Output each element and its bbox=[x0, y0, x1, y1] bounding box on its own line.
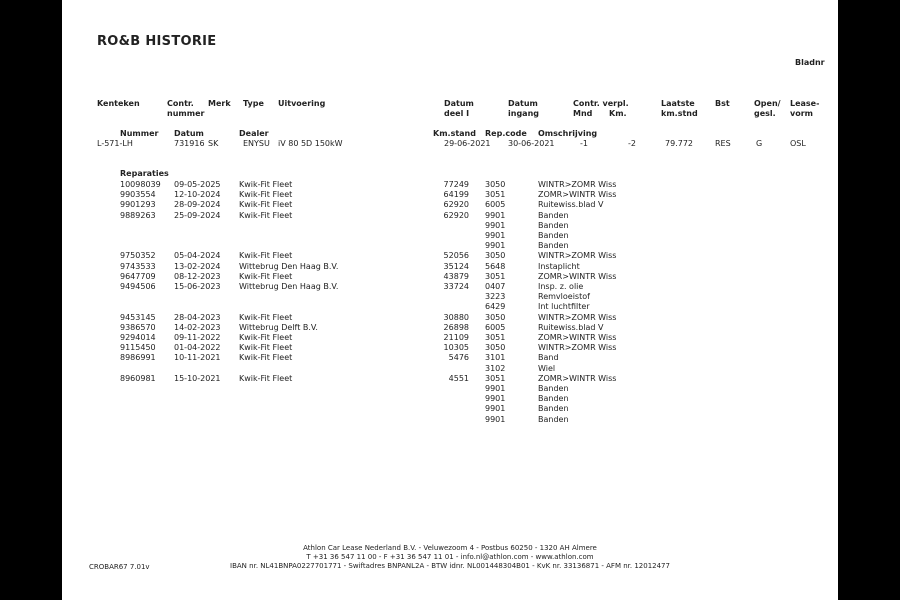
repair-km: 30880 bbox=[443, 312, 469, 322]
repair-datum: 05-04-2024 bbox=[174, 251, 221, 261]
repair-km: 64199 bbox=[443, 190, 469, 200]
repair-omschrijving: ZOMR>WINTR Wiss bbox=[538, 373, 617, 383]
header-ingang: ingang bbox=[508, 109, 539, 118]
repair-omschrijving: WINTR>ZOMR Wiss bbox=[538, 251, 617, 261]
repair-code: 9901 bbox=[485, 210, 506, 220]
repair-dealer: Kwik-Fit Fleet bbox=[239, 210, 293, 220]
vehicle-kenteken: L-571-LH bbox=[97, 139, 133, 148]
header-mnd: Mnd bbox=[573, 109, 593, 118]
repair-nummer: 9386570 bbox=[120, 322, 156, 332]
repair-nummer: 8986991 bbox=[120, 353, 156, 363]
repair-nummer: 8960981 bbox=[120, 373, 156, 383]
header-bst: Bst bbox=[715, 99, 730, 108]
repair-omschrijving: Int luchtfilter bbox=[538, 302, 590, 312]
repair-nummer: 9903554 bbox=[120, 190, 156, 200]
repair-omschrijving: WINTR>ZOMR Wiss bbox=[538, 180, 617, 189]
repair-dealer: Kwik-Fit Fleet bbox=[239, 333, 293, 342]
repair-datum: 09-11-2022 bbox=[174, 333, 221, 342]
vehicle-km: -2 bbox=[628, 139, 636, 148]
repair-datum: 08-12-2023 bbox=[174, 271, 221, 281]
header-datum-ingang: Datum bbox=[508, 99, 538, 108]
repair-omschrijving: ZOMR>WINTR Wiss bbox=[538, 190, 617, 200]
repair-omschrijving: Banden bbox=[538, 241, 569, 251]
repair-omschrijving: Banden bbox=[538, 414, 569, 424]
repair-code: 9901 bbox=[485, 231, 506, 240]
header-merk: Merk bbox=[208, 99, 231, 108]
repair-nummer: 9743533 bbox=[120, 261, 156, 271]
repair-code: 3050 bbox=[485, 180, 506, 189]
repair-dealer: Wittebrug Den Haag B.V. bbox=[239, 282, 339, 291]
repair-code: 6005 bbox=[485, 200, 506, 210]
repair-omschrijving: Wiel bbox=[538, 363, 556, 373]
repair-km: 77249 bbox=[443, 180, 469, 189]
repair-code: 3050 bbox=[485, 251, 506, 261]
repair-omschrijving: WINTR>ZOMR Wiss bbox=[538, 312, 617, 322]
header-uitvoering: Uitvoering bbox=[278, 99, 326, 108]
repair-omschrijving: Banden bbox=[538, 210, 569, 220]
repair-km: 33724 bbox=[443, 282, 469, 291]
repair-code: 9901 bbox=[485, 241, 506, 251]
repair-nummer: 9115450 bbox=[120, 343, 156, 353]
header-contr: Contr. bbox=[167, 99, 194, 108]
repair-omschrijving: Insp. z. olie bbox=[538, 282, 584, 291]
repair-dealer: Kwik-Fit Fleet bbox=[239, 251, 293, 261]
repair-nummer: 9453145 bbox=[120, 312, 156, 322]
repair-code: 9901 bbox=[485, 384, 506, 393]
repair-code: 9901 bbox=[485, 404, 506, 414]
vehicle-uitvoering: iV 80 5D 150kW bbox=[278, 139, 343, 148]
subheader-dealer: Dealer bbox=[239, 129, 269, 138]
subheader-datum: Datum bbox=[174, 129, 204, 138]
vehicle-open-gesl: G bbox=[756, 139, 763, 148]
subheader-nummer: Nummer bbox=[120, 129, 159, 138]
repair-nummer: 10098039 bbox=[120, 180, 161, 189]
repair-datum: 01-04-2022 bbox=[174, 343, 221, 353]
repair-datum: 15-06-2023 bbox=[174, 282, 221, 291]
repair-km: 4551 bbox=[448, 373, 469, 383]
page-title: RO&B HISTORIE bbox=[97, 34, 217, 49]
subheader-kmstand: Km.stand bbox=[433, 129, 476, 138]
repair-omschrijving: ZOMR>WINTR Wiss bbox=[538, 333, 617, 342]
header-kmstnd: km.stnd bbox=[661, 109, 698, 118]
header-laatste: Laatste bbox=[661, 99, 695, 108]
document-page bbox=[62, 0, 838, 600]
repair-datum: 12-10-2024 bbox=[174, 190, 221, 200]
repair-km: 35124 bbox=[443, 261, 469, 271]
form-code: CROBAR67 7.01v bbox=[89, 563, 150, 571]
header-kenteken: Kenteken bbox=[97, 99, 140, 108]
repair-code: 3051 bbox=[485, 190, 506, 200]
repair-nummer: 9889263 bbox=[120, 210, 156, 220]
repair-code: 3223 bbox=[485, 292, 506, 302]
repair-km: 10305 bbox=[443, 343, 469, 353]
header-deel1: deel I bbox=[444, 109, 470, 118]
header-nummer: nummer bbox=[167, 109, 205, 118]
footer-contact: T +31 36 547 11 00 - F +31 36 547 11 01 - info.nl@athlon.com - www.athlon.com bbox=[306, 553, 594, 561]
header-open: Open/ bbox=[754, 99, 781, 108]
header-type: Type bbox=[243, 99, 264, 108]
repair-code: 3051 bbox=[485, 333, 506, 342]
repair-km: 26898 bbox=[443, 322, 469, 332]
repair-dealer: Kwik-Fit Fleet bbox=[239, 353, 293, 363]
repair-dealer: Kwik-Fit Fleet bbox=[239, 271, 293, 281]
repair-datum: 10-11-2021 bbox=[174, 353, 221, 363]
repair-omschrijving: Banden bbox=[538, 384, 569, 393]
vehicle-bst: RES bbox=[715, 139, 731, 148]
repair-code: 3101 bbox=[485, 353, 506, 363]
repair-datum: 28-09-2024 bbox=[174, 200, 221, 210]
footer-registration: IBAN nr. NL41BNPA0227701771 - Swiftadres BNPANL2A - BTW idnr. NL001448304B01 - KvK nr. 33136871 - AFM nr. 12012477 bbox=[230, 562, 670, 570]
vehicle-type: ENYSU bbox=[243, 139, 270, 148]
repair-km: 21109 bbox=[443, 333, 469, 342]
repair-dealer: Kwik-Fit Fleet bbox=[239, 312, 293, 322]
repair-omschrijving: Band bbox=[538, 353, 559, 363]
header-gesl: gesl. bbox=[754, 109, 776, 118]
repair-nummer: 9647709 bbox=[120, 271, 156, 281]
vehicle-datum-deel1: 29-06-2021 bbox=[444, 139, 491, 148]
header-km: Km. bbox=[609, 109, 627, 118]
repair-code: 9901 bbox=[485, 394, 506, 404]
repair-km: 43879 bbox=[443, 271, 469, 281]
vehicle-lease-vorm: OSL bbox=[790, 139, 806, 148]
vehicle-datum-ingang: 30-06-2021 bbox=[508, 139, 555, 148]
vehicle-laatste-km: 79.772 bbox=[665, 139, 693, 148]
repair-code: 0407 bbox=[485, 282, 506, 291]
bladnr-label: Bladnr bbox=[795, 58, 825, 67]
repair-dealer: Kwik-Fit Fleet bbox=[239, 180, 293, 189]
repair-omschrijving: Banden bbox=[538, 220, 569, 230]
repair-code: 3051 bbox=[485, 271, 506, 281]
reparaties-label: Reparaties bbox=[120, 169, 169, 178]
repair-code: 3050 bbox=[485, 343, 506, 353]
subheader-omschrijving: Omschrijving bbox=[538, 129, 598, 138]
repair-datum: 09-05-2025 bbox=[174, 180, 221, 189]
repair-nummer: 9294014 bbox=[120, 333, 156, 342]
repair-omschrijving: Ruitewiss.blad V bbox=[538, 322, 604, 332]
repair-omschrijving: Remvloeistof bbox=[538, 292, 590, 302]
repair-km: 52056 bbox=[443, 251, 469, 261]
repair-code: 3102 bbox=[485, 363, 506, 373]
repair-km: 62920 bbox=[443, 200, 469, 210]
repair-code: 6429 bbox=[485, 302, 506, 312]
repair-datum: 28-04-2023 bbox=[174, 312, 221, 322]
vehicle-contract: 731916 bbox=[174, 139, 205, 148]
repair-omschrijving: WINTR>ZOMR Wiss bbox=[538, 343, 617, 353]
repair-km: 62920 bbox=[443, 210, 469, 220]
repair-omschrijving: Banden bbox=[538, 231, 569, 240]
repair-omschrijving: Banden bbox=[538, 404, 569, 414]
repair-datum: 14-02-2023 bbox=[174, 322, 221, 332]
repair-dealer: Kwik-Fit Fleet bbox=[239, 200, 293, 210]
repair-dealer: Wittebrug Delft B.V. bbox=[239, 322, 318, 332]
repair-dealer: Wittebrug Den Haag B.V. bbox=[239, 261, 339, 271]
repair-dealer: Kwik-Fit Fleet bbox=[239, 373, 293, 383]
repair-omschrijving: Ruitewiss.blad V bbox=[538, 200, 604, 210]
subheader-repcode: Rep.code bbox=[485, 129, 527, 138]
repair-code: 9901 bbox=[485, 220, 506, 230]
repair-code: 9901 bbox=[485, 414, 506, 424]
repair-omschrijving: Instaplicht bbox=[538, 261, 580, 271]
repair-code: 6005 bbox=[485, 322, 506, 332]
repair-km: 5476 bbox=[448, 353, 469, 363]
footer-address: Athlon Car Lease Nederland B.V. - Veluwezoom 4 - Postbus 60250 - 1320 AH Almere bbox=[303, 544, 597, 552]
repair-dealer: Kwik-Fit Fleet bbox=[239, 343, 293, 353]
repair-datum: 25-09-2024 bbox=[174, 210, 221, 220]
header-datum-deel1: Datum bbox=[444, 99, 474, 108]
vehicle-mnd: -1 bbox=[580, 139, 588, 148]
repair-omschrijving: ZOMR>WINTR Wiss bbox=[538, 271, 617, 281]
header-vorm: vorm bbox=[790, 109, 813, 118]
repair-omschrijving: Banden bbox=[538, 394, 569, 404]
repair-datum: 13-02-2024 bbox=[174, 261, 221, 271]
repair-datum: 15-10-2021 bbox=[174, 373, 221, 383]
vehicle-merk: SK bbox=[208, 139, 219, 148]
repair-nummer: 9750352 bbox=[120, 251, 156, 261]
repair-code: 3051 bbox=[485, 373, 506, 383]
repair-nummer: 9901293 bbox=[120, 200, 156, 210]
repair-code: 3050 bbox=[485, 312, 506, 322]
repair-code: 5648 bbox=[485, 261, 506, 271]
repair-dealer: Kwik-Fit Fleet bbox=[239, 190, 293, 200]
header-lease: Lease- bbox=[790, 99, 820, 108]
header-contr-verpl: Contr. verpl. bbox=[573, 99, 629, 108]
repair-nummer: 9494506 bbox=[120, 282, 156, 291]
